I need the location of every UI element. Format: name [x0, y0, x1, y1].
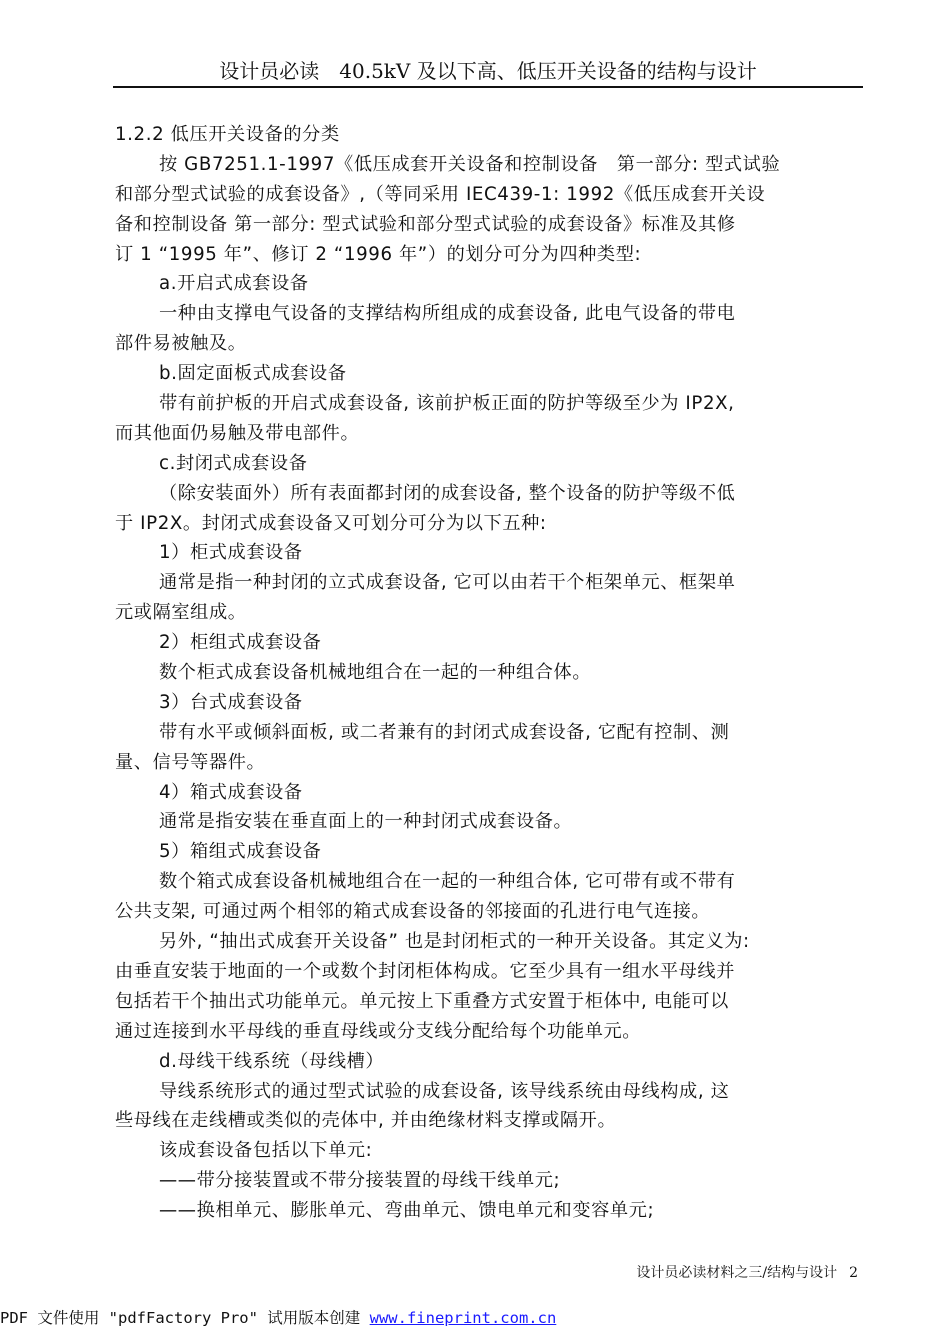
body-line: 带有前护板的开启式成套设备, 该前护板正面的防护等级至少为 IP2X, [159, 393, 735, 415]
body-line: 于 IP2X。封闭式成套设备又可划分可分为以下五种: [115, 512, 547, 534]
body-line: 包括若干个抽出式功能单元。单元按上下重叠方式安置于柜体中, 电能可以 [115, 990, 729, 1012]
body-line: 和部分型式试验的成套设备》,（等同采用 IEC439-1: 1992《低压成套开关设 [115, 183, 766, 205]
body-line: 1）柜式成套设备 [159, 542, 303, 564]
body-line: 3）台式成套设备 [159, 691, 303, 713]
body-line: ——换相单元、膨胀单元、弯曲单元、馈电单元和变容单元; [159, 1200, 655, 1222]
body-line: 部件易被触及。 [115, 333, 247, 355]
body-line: （除安装面外）所有表面都封闭的成套设备, 整个设备的防护等级不低 [159, 482, 736, 504]
page-number: 2 [849, 1265, 858, 1281]
pdf-note-link[interactable]: www.fineprint.com.cn [369, 1309, 557, 1327]
body-line: ——带分接装置或不带分接装置的母线干线单元; [159, 1170, 561, 1192]
page-footer [588, 1262, 858, 1282]
body-line: 通常是指安装在垂直面上的一种封闭式成套设备。 [159, 811, 573, 833]
body-line: 备和控制设备 第一部分: 型式试验和部分型式试验的成套设备》标准及其修 [115, 213, 736, 235]
body-line: c.封闭式成套设备 [159, 452, 308, 474]
body-line: 通过连接到水平母线的垂直母线或分支线分配给每个功能单元。 [115, 1020, 642, 1042]
body-line: b.固定面板式成套设备 [159, 363, 347, 385]
footer-label: 设计员必读材料之三/结构与设计 [636, 1265, 838, 1281]
body-line: 导线系统形式的通过型式试验的成套设备, 该导线系统由母线构成, 这 [159, 1080, 730, 1102]
page-header [113, 56, 863, 88]
document-body [115, 120, 860, 1226]
body-line: 2）柜组式成套设备 [159, 632, 322, 654]
body-line: 该成套设备包括以下单元: [159, 1140, 373, 1162]
body-line: 按 GB7251.1-1997《低压成套开关设备和控制设备 第一部分: 型式试验 [159, 153, 781, 175]
body-line: 订 1 “1995 年”、修订 2 “1996 年”）的划分可分为四种类型: [115, 243, 642, 265]
header-title: 设计员必读 40.5kV 及以下高、低压开关设备的结构与设计 [219, 59, 757, 83]
body-line: 数个箱式成套设备机械地组合在一起的一种组合体, 它可带有或不带有 [159, 871, 736, 893]
body-line: 5）箱组式成套设备 [159, 841, 322, 863]
body-line: 些母线在走线槽或类似的壳体中, 并由绝缘材料支撑或隔开。 [115, 1110, 617, 1132]
body-line: 数个柜式成套设备机械地组合在一起的一种组合体。 [159, 662, 592, 684]
body-line: 另外, “抽出式成套开关设备” 也是封闭柜式的一种开关设备。其定义为: [159, 931, 750, 953]
body-line: 元或隔室组成。 [115, 602, 247, 624]
body-line: 4）箱式成套设备 [159, 781, 303, 803]
body-line: 带有水平或倾斜面板, 或二者兼有的封闭式成套设备, 它配有控制、测 [159, 721, 730, 743]
body-line: 一种由支撑电气设备的支撑结构所组成的成套设备, 此电气设备的带电 [159, 303, 736, 325]
body-line: a.开启式成套设备 [159, 273, 309, 295]
pdf-note-text: PDF 文件使用 "pdfFactory Pro" 试用版本创建 [0, 1309, 370, 1327]
pdf-creator-note [0, 1306, 556, 1328]
body-line: 由垂直安装于地面的一个或数个封闭柜体构成。它至少具有一组水平母线并 [115, 960, 735, 982]
body-line: 通常是指一种封闭的立式成套设备, 它可以由若干个柜架单元、框架单 [159, 572, 736, 594]
body-line: 而其他面仍易触及带电部件。 [115, 422, 360, 444]
body-line: 公共支架, 可通过两个相邻的箱式成套设备的邻接面的孔进行电气连接。 [115, 901, 711, 923]
body-line: 1.2.2 低压开关设备的分类 [115, 124, 340, 145]
body-line: 量、信号等器件。 [115, 751, 266, 773]
body-line: d.母线干线系统（母线槽） [159, 1050, 385, 1072]
